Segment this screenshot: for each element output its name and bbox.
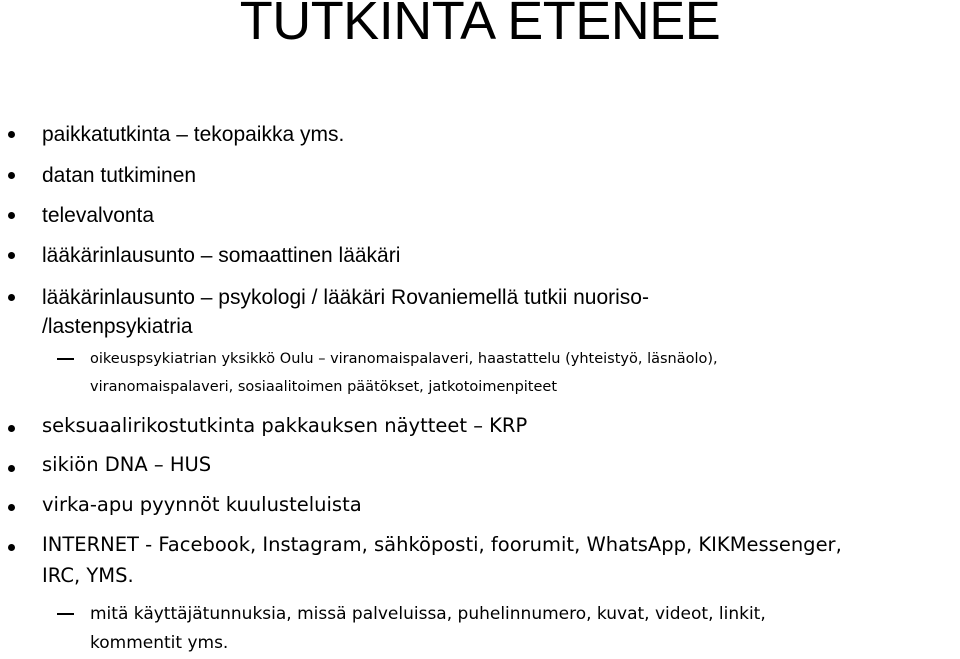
list-item-continuation: /lastenpsykiatria <box>42 315 193 338</box>
bullet-marker <box>8 212 15 219</box>
list-item: televalvonta <box>42 204 155 227</box>
dash-marker <box>57 358 74 360</box>
bullet-marker <box>8 294 15 301</box>
list-item: seksuaalirikostutkinta pakkauksen näytteet – KRP <box>42 414 528 437</box>
sub-list-item: mitä käyttäjätunnuksia, missä palveluissa, puhelinnumero, kuvat, videot, linkit, <box>90 604 766 624</box>
bullet-marker <box>8 504 15 511</box>
sub-list-item-continuation: kommentit yms. <box>90 633 229 653</box>
bullet-marker <box>8 425 15 432</box>
list-item: virka-apu pyynnöt kuulusteluista <box>42 493 362 516</box>
bullet-marker <box>8 131 15 138</box>
list-item: INTERNET - Facebook, Instagram, sähköposti, foorumit, WhatsApp, KIKMessenger, <box>42 533 842 556</box>
bullet-marker <box>8 544 15 551</box>
slide-title: TUTKINTA ETENEE <box>239 0 721 51</box>
list-item-continuation: IRC, YMS. <box>42 564 134 587</box>
bullet-marker <box>8 465 15 472</box>
sub-list-item-continuation: viranomaispalaveri, sosiaalitoimen päätökset, jatkotoimenpiteet <box>90 379 558 395</box>
bullet-marker <box>8 172 15 179</box>
list-item: datan tutkiminen <box>42 164 197 187</box>
list-item: sikiön DNA – HUS <box>42 453 212 476</box>
list-item: lääkärinlausunto – somaattinen lääkäri <box>42 244 401 267</box>
sub-list-item: oikeuspsykiatrian yksikkö Oulu – viranomaispalaveri, haastattelu (yhteistyö, läsnäolo), <box>90 351 718 367</box>
bullet-marker <box>8 252 15 259</box>
list-item: lääkärinlausunto – psykologi / lääkäri Rovaniemellä tutkii nuoriso- <box>42 286 649 309</box>
list-item: paikkatutkinta – tekopaikka yms. <box>42 123 345 146</box>
dash-marker <box>57 613 74 615</box>
